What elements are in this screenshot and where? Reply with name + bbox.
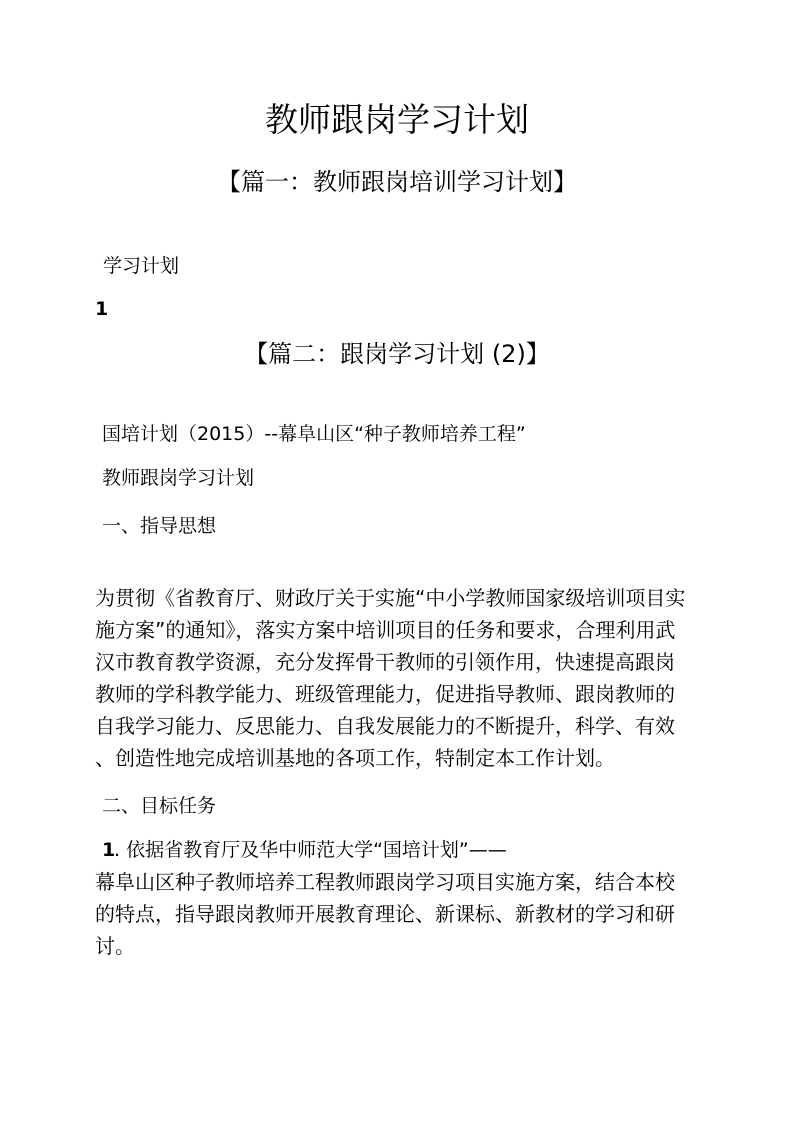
list-item-line: 讨。 <box>95 934 135 958</box>
list-item-number: 1 <box>102 839 116 861</box>
list-item-line: . 依据省教育厅及华中师范大学“国培计划”—— <box>114 839 507 861</box>
paragraph-line: 、创造性地完成培训基地的各项工作，特制定本工作计划。 <box>95 746 615 770</box>
paragraph-line: 自我学习能力、反思能力、自我发展能力的不断提升，科学、有效 <box>95 714 675 738</box>
heading-guiding-thought: 一、指导思想 <box>102 515 217 537</box>
section1-text: 学习计划 <box>103 255 180 277</box>
list-item-line: 幕阜山区种子教师培养工程教师跟岗学习项目实施方案，结合本校 <box>95 870 675 894</box>
paragraph-line: 为贯彻《省教育厅、财政厅关于实施“中小学教师国家级培训项目实 <box>95 586 686 610</box>
project-line: 国培计划（2015）--幕阜山区“种子教师培养工程” <box>102 423 526 445</box>
section-heading-1: 【篇一：教师跟岗培训学习计划】 <box>217 168 577 196</box>
page-number: 1 <box>95 298 109 320</box>
section-heading-2: 【篇二：跟岗学习计划 (2)】 <box>244 340 550 368</box>
paragraph-line: 施方案”的通知》，落实方案中培训项目的任务和要求，合理利用武 <box>95 618 676 642</box>
heading-goals: 二、目标任务 <box>102 795 217 817</box>
paragraph-line: 教师的学科教学能力、班级管理能力，促进指导教师、跟岗教师的 <box>95 682 675 706</box>
paragraph-line: 汉市教育教学资源，充分发挥骨干教师的引领作用，快速提高跟岗 <box>95 650 675 674</box>
document-title: 教师跟岗学习计划 <box>265 100 529 139</box>
list-item-line: 的特点，指导跟岗教师开展教育理论、新课标、新教材的学习和研 <box>95 902 675 926</box>
plan-title: 教师跟岗学习计划 <box>102 467 255 489</box>
